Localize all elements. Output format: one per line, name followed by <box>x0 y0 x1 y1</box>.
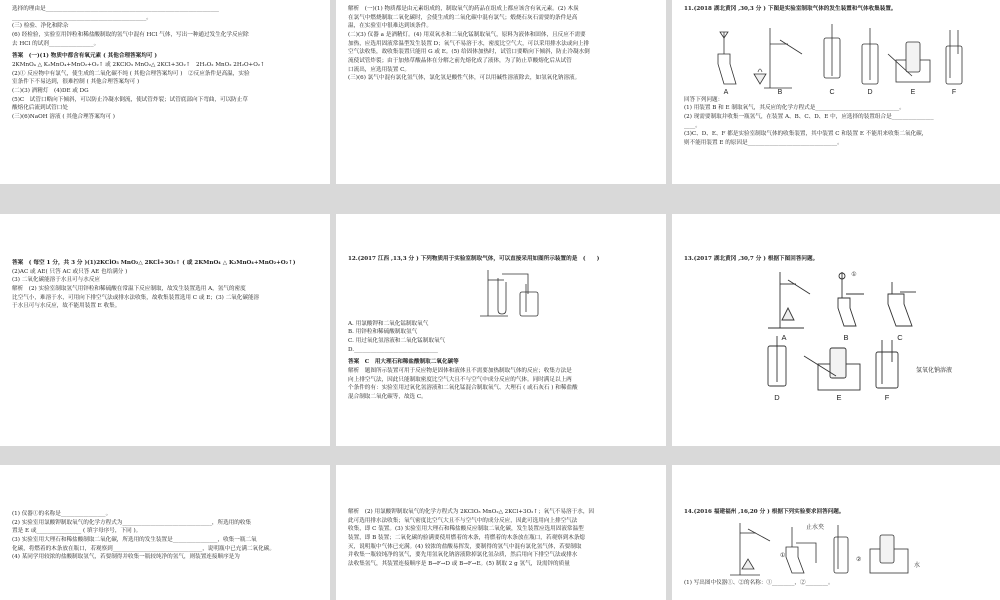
analysis-line: (三)(6) 氯气中混有氯化氢气体，氯化氢是酸性气体，可以用碱性溶液除去，如氢氧化钠溶液。 <box>348 75 581 82</box>
analysis-line: 个条件的有：实验室用过氧化氢溶液和二氧化锰混合制取氧气、大理石 ( 或石灰石 ) 和稀盐酸 <box>348 385 578 392</box>
fig-label-e: E <box>836 392 842 402</box>
analysis-line: 解析 (2) 用氯酸钾制取氧气的化学方程式为 2KClO₃ MnO₂△ 2KCl+3O₂↑；氧气不易溶于水，因 <box>348 509 595 515</box>
text-line: 回答下列问题： <box>684 96 724 103</box>
text-line: (二)(3) 酒精灯 (4)DE 或 DG <box>12 87 89 94</box>
fig-label-d: D <box>774 392 780 402</box>
option-a: A. 用氯酸钾和二氧化锰制取氧气 <box>348 320 429 327</box>
text-line: 室条件下不易达到，很难控制 ( 其他合理答案均可 ) <box>12 79 140 86</box>
page-2 <box>336 0 666 184</box>
text-line: (1) 用装置 B 和 E 制取氧气，其反应的化学方程式是______________________________。 <box>684 105 905 112</box>
answer-line: 答案 C 用大理石和稀盐酸制取二氧化碳等 <box>348 359 459 366</box>
fig-label-e: E <box>910 88 916 96</box>
analysis-line: 空气法收集，故收集装置只能用 G 或 E。(5) 给固体加热时，试管口要略向下倾斜，防止冷凝水倒 <box>348 49 590 56</box>
analysis-line: 向上排空气法，因此只能制取密度比空气大且不与空气中成分反应的气体。同时满足以上两 <box>348 376 572 383</box>
analysis-line: 于水且可与水反应，故不能用装置 E 收集。 <box>12 303 121 310</box>
apparatus-figure <box>684 517 984 579</box>
text-line: (2)① 反应物中有氯气，使生成的二氧化碳不纯 ( 其他合理答案均可 ) ②反应条件是高温，实验 <box>12 70 250 77</box>
naoh-label: 氢氧化钠溶液 <box>915 367 953 374</box>
apparatus-f <box>876 340 898 388</box>
text-line: (3) 二氧化碳能溶于水且可与水反应 <box>12 277 101 284</box>
question-title: 13.(2017 湖北黄冈 ,30,7 分 ) 根据下图回答问题。 <box>684 256 819 262</box>
analysis-line: 加热，应选用固液常温型发生装置 D；氧气不易溶于水，密度比空气大，可以采用排水法或向上排 <box>348 40 590 47</box>
text-line: 选择的理由是______________________________________________________________ <box>12 6 219 12</box>
fig-label-a: A <box>781 332 787 342</box>
page-6 <box>672 214 1000 446</box>
text-line: 酸熔化后流到试管口处 <box>12 105 68 112</box>
text-line: (6) 经检验，实验室用锌粒和稀盐酸制取的氢气中混有 HCl 气体，写出一种通过发生化学反应除 <box>12 31 249 38</box>
apparatus-c <box>824 24 840 78</box>
page-7 <box>0 465 330 600</box>
fig-label-d: D <box>867 88 873 96</box>
text-line: (2)AC 或 AE( 只答 AC 或只答 AE 也给满分 ) <box>12 268 128 275</box>
analysis-line: 并收集一瓶较纯净的氢气，要先用氢氧化钠溶液除掉氯化氢杂质，然后用向下排空气法或排水 <box>348 552 578 559</box>
text-line: 置是 E 或________________ ( 填字母序号，下同 )。 <box>12 528 142 535</box>
fig-label-b: B <box>777 88 783 96</box>
text-line: 去 HCl 的试剂________________。 <box>12 40 100 47</box>
analysis-line: 此可选用排水法收集；氧气密度比空气大且不与空气中的成分反应，因此可选用向上排空气法 <box>348 517 578 524</box>
apparatus-f <box>946 30 962 84</box>
fig-label-f: F <box>884 392 890 402</box>
page-3 <box>672 0 1000 184</box>
text-line: (三) 检验、净化和除杂 <box>12 23 69 30</box>
fig-label-c: C <box>829 88 835 96</box>
apparatus-a <box>718 32 736 84</box>
analysis-line: (二)(3) 仪器 a 是酒精灯。(4) 用双氧水和二氧化锰制取氧气，原料为液体和固体，且反应不需要 <box>348 31 586 38</box>
text-line: (三)(6)NaOH 溶液 ( 其他合理答案均可 ) <box>12 113 115 120</box>
text-line: ________________________________________________。 <box>12 14 152 21</box>
page-4 <box>0 214 330 446</box>
text-line: (1) 写出图中仪器①、②的名称：①________，②________。 <box>684 579 834 586</box>
analysis-line: 口流出，应选用装置 C。 <box>348 66 410 73</box>
fig-label-c: C <box>897 332 903 342</box>
text-line: (5)C 试管口略向下倾斜，可以防止冷凝水倒流，使试管炸裂；试管底部向下弯曲，可以防止草 <box>12 96 248 103</box>
text-line: 则不能用装置 E 的原因是________________________________。 <box>684 139 843 146</box>
text-line: (2) 实验室用氯酸钾制取氧气的化学方程式为________________________________，所选用的收集 <box>12 519 252 526</box>
answer-line: 答案 ( 每空 1 分，共 3 分 )(1)2KClO₃ MnO₂△ 2KCl+3O₂↑ ( 或 2KMnO₄ △ K₂MnO₄+MnO₂+O₂↑) <box>12 260 296 266</box>
apparatus-figure <box>348 264 648 320</box>
apparatus-b <box>754 28 802 88</box>
page-1 <box>0 0 330 184</box>
analysis-line: 解析 (2) 实验室制取氢气用锌粒和稀硫酸在常温下反应制取，故发生装置选用 A，氢气的密度 <box>12 285 246 292</box>
text-line: (1) 仪器①的名称是________________。 <box>12 511 112 517</box>
text-line: (4) 某同学用较浓的盐酸制取氢气，若要制得并收集一瓶较纯净的氢气，则装置连接顺序是为 <box>12 554 240 561</box>
page-8 <box>336 465 666 600</box>
option-b: B. 用锌粒和稀硫酸制取氢气 <box>348 329 418 336</box>
text-line: ____。 <box>684 122 701 129</box>
analysis-line: 灭，说明瓶中气体已充满。(4) 较浓的盐酸易挥发，要制得的氢气中混有氯化氢气体，若要制取 <box>348 543 582 550</box>
fig-label-b: B <box>843 332 849 342</box>
option-c: C. 用过氧化氢溶液和二氧化锰制取氧气 <box>348 337 446 344</box>
page-5 <box>336 214 666 446</box>
page-9 <box>672 465 1000 600</box>
fig-label-f: F <box>951 88 957 96</box>
analysis-line: 法收集氢气，其装置连接顺序是 B→F→D 或 B→F→E。(5) 制取 2 g 氢气，设需锌的质量 <box>348 560 570 567</box>
text-line: (3) 实验室用大理石和稀盐酸制取二氧化碳，所选用的发生装置是________________，收集一瓶二氧 <box>12 536 257 543</box>
marker-1: ① <box>851 271 857 278</box>
answer-heading: 答案 (一)(1) 物质中都含有氧元素 ( 其他合理答案均可 ) <box>12 53 158 60</box>
text-line: 化碳，将燃着的木条放在瓶口，若观察到________________________________，说明瓶中已充满二氧化碳。 <box>12 545 275 552</box>
text-line: (2) 现需要制取并收集一瓶氢气，在装置 A、B、C、D、E 中，应选择的装置组合是_______________ <box>684 113 934 120</box>
apparatus-a <box>768 272 810 328</box>
apparatus-e <box>804 348 860 390</box>
apparatus-figure <box>684 264 984 414</box>
stop-clamp-label: 止水夹 <box>806 524 825 531</box>
apparatus-c <box>888 282 916 326</box>
analysis-line: 解析 题图所示装置可用于反应物是固体和液体且不需要加热制取气体的反应；收集方法是 <box>348 367 572 374</box>
analysis-line: 收集，即 C 装置。(3) 实验室用大理石和稀盐酸反应制取二氧化碳，发生装置应选用固液常温型 <box>348 526 584 533</box>
apparatus-b <box>838 272 864 326</box>
apparatus-d <box>768 336 786 386</box>
analysis-line: 混合制取二氧化碳等，故选 C。 <box>348 393 427 400</box>
analysis-line: 在氯气中燃烧制取二氧化碳时，会使生成的二氧化碳中混有氯气；煅烧石灰石需要的条件是高 <box>348 14 578 21</box>
fig-label-a: A <box>723 88 729 96</box>
question-title: 14.(2016 福建福州 ,16,20 分 ) 根据下列实验要求回答问题。 <box>684 509 845 515</box>
analysis-line: 解析 (一)(1) 物质都是由元素组成的，制取氧气的药品在组成上都应该含有氧元素。(2) 木炭 <box>348 6 579 12</box>
apparatus-figure <box>684 14 984 96</box>
analysis-line: 流使试管炸裂；由于加热草酸晶体在分解之前先熔化成了液体，为了防止草酸熔化后从试管 <box>348 57 572 64</box>
marker-2: ② <box>856 556 862 563</box>
water-label: 水 <box>914 562 921 569</box>
text-line: (3)C、D、E、F 都是实验室制取气体的收集装置，其中装置 C 和装置 E 不能用来收集二氧化碳， <box>684 131 928 138</box>
question-title: 12.(2017 江西 ,13,3 分 ) 下列物质用于实验室制取气体，可以直接采用如图所示装置的是 ( ) <box>348 256 600 262</box>
question-title: 11.(2018 湖北黄冈 ,30,3 分 ) 下图是实验室制取气体的发生装置和气体收集装置。 <box>684 6 897 12</box>
analysis-line: 比空气小，难溶于水，可用向下排空气法或排水法收集，故收集装置选用 C 或 E；(3) 二氧化碳能溶 <box>12 294 260 301</box>
apparatus-e <box>888 42 930 82</box>
analysis-line: 温，在实验室中很难达到该条件。 <box>348 23 432 30</box>
equation-line: 2KMnO₄ △ K₂MnO₄+MnO₂+O₂↑ 或 2KClO₃ MnO₂△ 2KCl+3O₂↑ 2H₂O₂ MnO₂ 2H₂O+O₂↑ <box>12 61 265 68</box>
marker-1: ① <box>780 552 786 559</box>
analysis-line: 装置，即 B 装置；二氧化碳的验满要使用燃着的木条，将燃着的木条放在瓶口，若观察到木条熄 <box>348 534 586 541</box>
option-d: D.______________________________ <box>348 346 438 353</box>
apparatus-d <box>862 28 878 84</box>
